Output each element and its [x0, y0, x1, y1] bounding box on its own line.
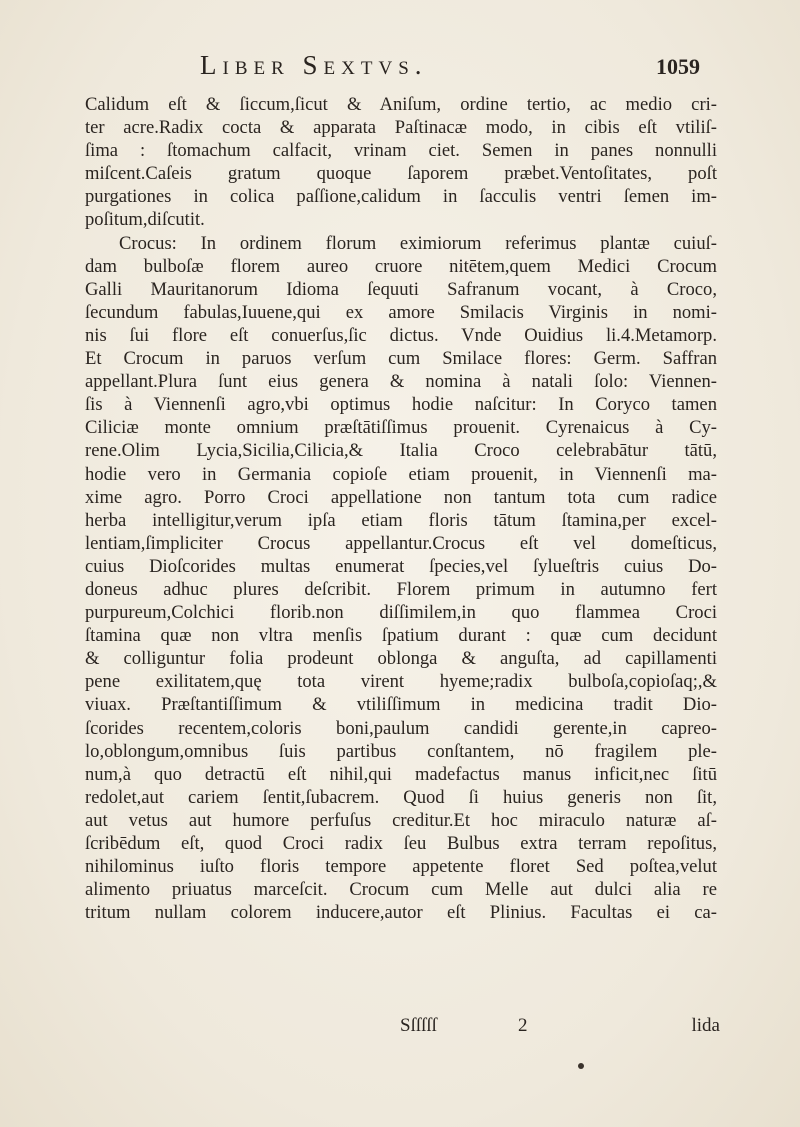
paragraph-start-line: Crocus: In ordinem florum eximiorum referimus plantæ cuiuſ- — [119, 232, 717, 254]
text-line: dam bulboſæ florem aureo cruore nitētem,quem Medici Crocum — [85, 255, 717, 277]
page-footer — [400, 1015, 720, 1043]
running-head: Liber Sextvs. — [200, 50, 428, 80]
signature-number: 2 — [518, 1015, 528, 1036]
text-line: miſcent.Caſeis gratum quoque ſaporem præbet.Ventoſitates, poſt — [85, 163, 717, 185]
text-line: lo,oblongum,omnibus ſuis partibus conſtantem, nō fragilem ple- — [85, 740, 717, 762]
text-line: lentiam,ſimpliciter Crocus appellantur.Crocus eſt vel domeſticus, — [85, 532, 717, 554]
text-line: nis ſui flore eſt conuerſus,ſic dictus. Vnde Ouidius li.4.Metamorp. — [85, 324, 717, 346]
text-line: poſitum,diſcutit. — [85, 209, 205, 231]
text-line: pene exilitatem,quę tota virent hyeme;radix bulboſa,copioſaq;,& — [85, 671, 717, 693]
text-line: hodie vero in Germania copioſe etiam prouenit, in Viennenſi ma- — [85, 463, 717, 485]
text-line: ſecundum fabulas,Iuuene,qui ex amore Smilacis Virginis in nomi- — [85, 301, 717, 323]
signature-mark: Sſſſſſ — [400, 1015, 437, 1036]
catchword: lida — [691, 1015, 720, 1036]
text-line: Et Crocum in paruos verſum cum Smilace flores: Germ. Saffran — [85, 348, 717, 370]
text-line: aut vetus aut humore perfuſus creditur.Et hoc miraculo naturæ aſ- — [85, 809, 717, 831]
text-line: alimento priuatus marceſcit. Crocum cum Melle aut dulci alia re — [85, 879, 717, 901]
text-line: ſis à Viennenſi agro,vbi optimus hodie naſcitur: In Coryco tamen — [85, 394, 717, 416]
text-line: Ciliciæ monte omnium præſtātiſſimus prouenit. Cyrenaicus à Cy- — [85, 417, 717, 439]
text-line: cuius Dioſcorides multas enumerat ſpecies,vel ſylueſtris cuius Do- — [85, 555, 717, 577]
text-line: purpureum,Colchici florib.non diſſimilem,in quo flammea Croci — [85, 602, 717, 624]
main-text-block — [85, 93, 717, 924]
text-line: purgationes in colica paſſione,calidum in ſacculis ventri ſemen im- — [85, 186, 717, 208]
page-number: 1059 — [656, 54, 700, 79]
text-line: appellant.Plura ſunt eius genera & nomina à natali ſolo: Viennen- — [85, 371, 717, 393]
text-line: redolet,aut cariem ſentit,ſubacrem. Quod ſi huius generis non ſit, — [85, 786, 717, 808]
text-line: ſcribēdum eſt, quod Croci radix ſeu Bulbus extra terram repoſitus, — [85, 833, 717, 854]
page-header — [200, 50, 700, 90]
text-line: Calidum eſt & ſiccum,ſicut & Aniſum, ordine tertio, ac medio cri- — [85, 94, 717, 115]
text-line: herba intelligitur,verum ipſa etiam floris tātum ſtamina,per excel- — [85, 509, 717, 531]
text-line: xime agro. Porro Croci appellatione non tantum tota cum radice — [85, 486, 717, 508]
text-line: rene.Olim Lycia,Sicilia,Cilicia,& Italia Croco celebrabātur tātū, — [85, 440, 717, 462]
text-line: num,à quo detractū eſt nihil,qui madefactus manus inficit,nec ſitū — [85, 763, 717, 785]
text-line: ſtamina quæ non vltra menſis ſpatium durant : quæ cum decidunt — [85, 625, 717, 647]
text-line: Galli Mauritanorum Idioma ſequuti Safranum vocant, à Croco, — [85, 278, 717, 300]
text-line: doneus adhuc plures deſcribit. Florem primum in autumno fert — [85, 578, 717, 600]
text-line: ſima : ſtomachum calfacit, vrinam ciet. Semen in panes nonnulli — [85, 140, 717, 162]
text-line: ter acre.Radix cocta & apparata Paſtinacæ modo, in cibis eſt vtiliſ- — [85, 117, 717, 139]
text-line: & colliguntur folia prodeunt oblonga & anguſta, ad capillamenti — [85, 648, 717, 670]
ink-dot — [578, 1063, 584, 1069]
text-line: ſcorides recentem,coloris boni,paulum candidi gerente,in capreo- — [85, 717, 717, 739]
text-line: tritum nullam colorem inducere,autor eſt Plinius. Facultas ei ca- — [85, 902, 717, 924]
text-line: viuax. Præſtantiſſimum & vtiliſſimum in medicina tradit Dio- — [85, 694, 717, 716]
text-line: nihilominus iuſto floris tempore appetente floret Sed poſtea,velut — [85, 856, 717, 878]
